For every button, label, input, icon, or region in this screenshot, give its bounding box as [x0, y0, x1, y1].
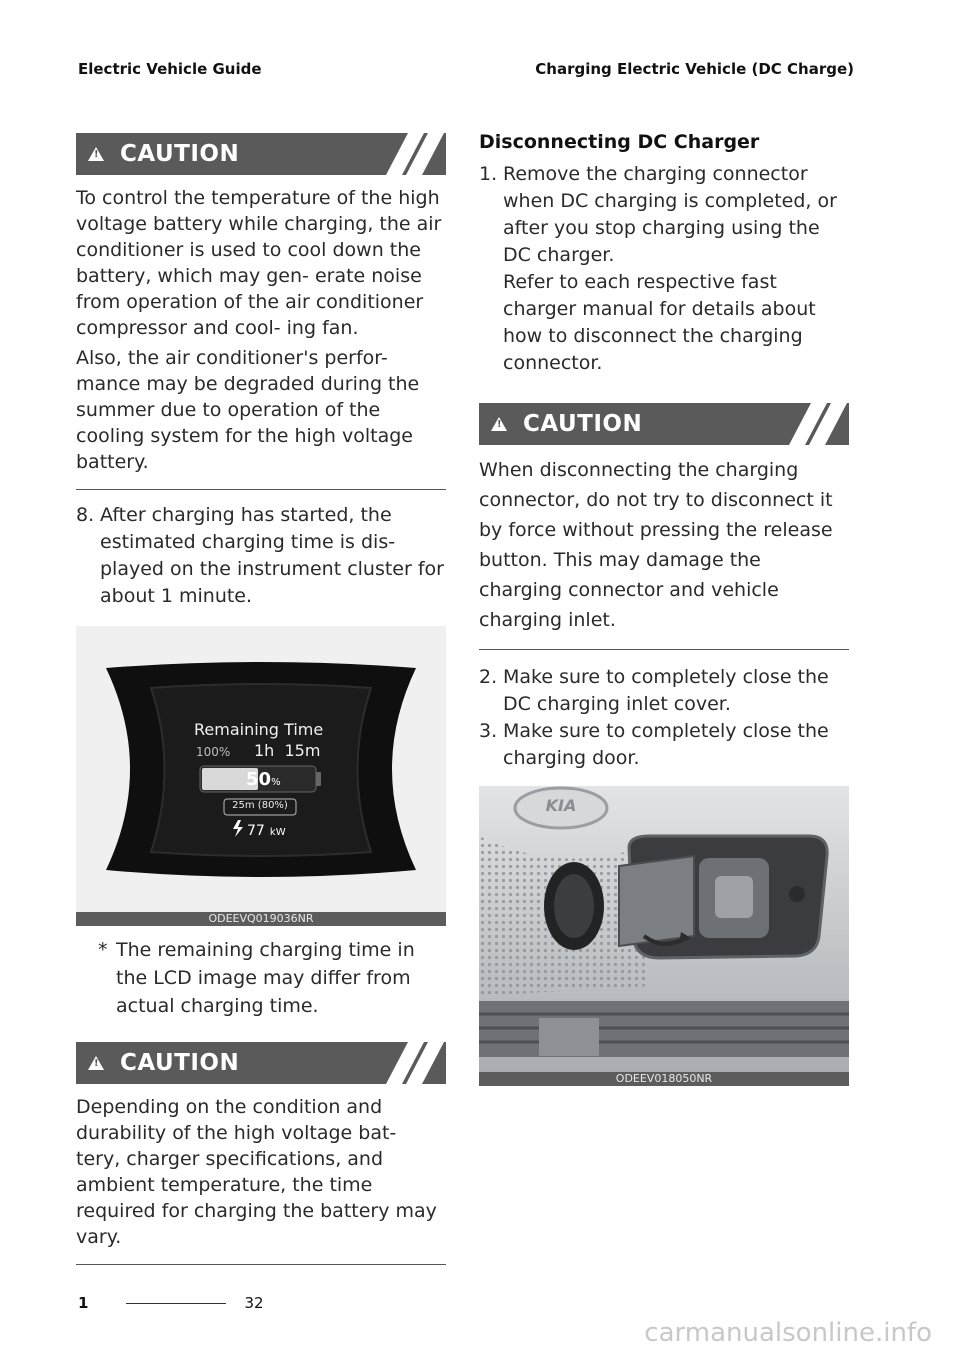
stripes-decoration — [779, 403, 849, 445]
step-number: 8. — [76, 504, 95, 526]
charging-door-figure — [479, 786, 849, 1086]
eta-text: 25m (80%) — [232, 800, 288, 811]
footer-rule — [126, 1303, 226, 1304]
figure-code: ODEEVQ019036NR — [76, 912, 446, 926]
section-divider — [76, 1264, 446, 1265]
soc-value: 50 — [246, 769, 272, 790]
battery-terminal — [316, 772, 321, 786]
step-text: Remove the charging connector when DC charging is completed, or after you stop charging using the DC charger. — [503, 163, 837, 266]
section-heading: Disconnecting DC Charger — [479, 131, 760, 153]
warning-triangle-icon — [491, 417, 507, 431]
caution-title: CAUTION — [523, 411, 643, 437]
caution-1-paragraph: To control the temperature of the high voltage battery while charging, the air conditioner is used to cool down the battery, which may gen- erate noise from operation of the air conditioner compressor and cool- ing fan. — [76, 187, 442, 339]
step-text: After charging has started, the estimated charging time is dis- played on the instrument cluster for about 1 minute. — [100, 504, 444, 607]
soc-unit: % — [271, 777, 281, 788]
note-asterisk: * — [98, 939, 108, 961]
caution-3-text: When disconnecting the charging connector, do not try to disconnect it by force without pressing the release button. This may damage the charging connector and vehicle charging inlet. — [479, 459, 833, 631]
soc-readout — [246, 769, 281, 790]
caution-banner-1 — [76, 133, 446, 175]
figure-code: ODEEV018050NR — [479, 1072, 849, 1086]
stripes-decoration — [376, 1042, 446, 1084]
step-number: 1. — [479, 163, 498, 185]
power-unit: kW — [269, 827, 286, 838]
step-8 — [76, 502, 446, 610]
left-column — [76, 133, 446, 1265]
caution-banner-3 — [479, 403, 849, 445]
step-1 — [479, 161, 849, 377]
warning-triangle-icon — [88, 147, 104, 161]
page-footer — [78, 1294, 264, 1312]
remaining-time: 1h 15m — [254, 741, 321, 760]
stripes-decoration — [376, 133, 446, 175]
kia-logo: KIA — [545, 796, 577, 815]
cluster-figure — [76, 626, 446, 926]
power-readout — [247, 820, 286, 839]
caution-banner-2 — [76, 1042, 446, 1084]
caution-2-text: Depending on the condition and durability of the high voltage bat- tery, charger specifications, and ambient temperature, the time required for charging the battery may vary. — [76, 1096, 437, 1248]
step-content — [503, 161, 849, 377]
caution-title: CAUTION — [120, 1050, 240, 1076]
caution-1-paragraph: Also, the air conditioner's perfor- mance may be degraded during the summer due to operation of the cooling system for the high voltage battery. — [76, 347, 420, 473]
caution-1-text — [76, 185, 446, 475]
running-header-left: Electric Vehicle Guide — [78, 60, 262, 78]
lcd-note — [76, 936, 446, 1020]
power-value: 77 — [247, 823, 265, 839]
warning-triangle-icon — [88, 1056, 104, 1070]
step-text: Make sure to completely close the DC charging inlet cover. — [503, 666, 829, 715]
section-divider — [479, 649, 849, 650]
step-2 — [479, 664, 849, 718]
note-text: The remaining charging time in the LCD image may differ from actual charging time. — [116, 939, 415, 1017]
step-subtext: Refer to each respective fast charger manual for details about how to disconnect the charging connector. — [503, 271, 816, 374]
running-header-right: Charging Electric Vehicle (DC Charge) — [535, 60, 854, 78]
section-divider — [76, 489, 446, 490]
page-number: 32 — [244, 1294, 264, 1312]
chapter-number: 1 — [78, 1294, 89, 1312]
watermark: carmanualsonline.info — [644, 1318, 932, 1348]
charging-door-illustration — [479, 786, 849, 1072]
caution-title: CAUTION — [120, 141, 240, 167]
step-text: Make sure to completely close the charging door. — [503, 720, 829, 769]
screen-title: Remaining Time — [194, 720, 324, 739]
target-soc: 100% — [196, 745, 231, 759]
step-number: 3. — [479, 720, 498, 742]
step-number: 2. — [479, 666, 498, 688]
step-3 — [479, 718, 849, 772]
right-column — [479, 131, 849, 1086]
